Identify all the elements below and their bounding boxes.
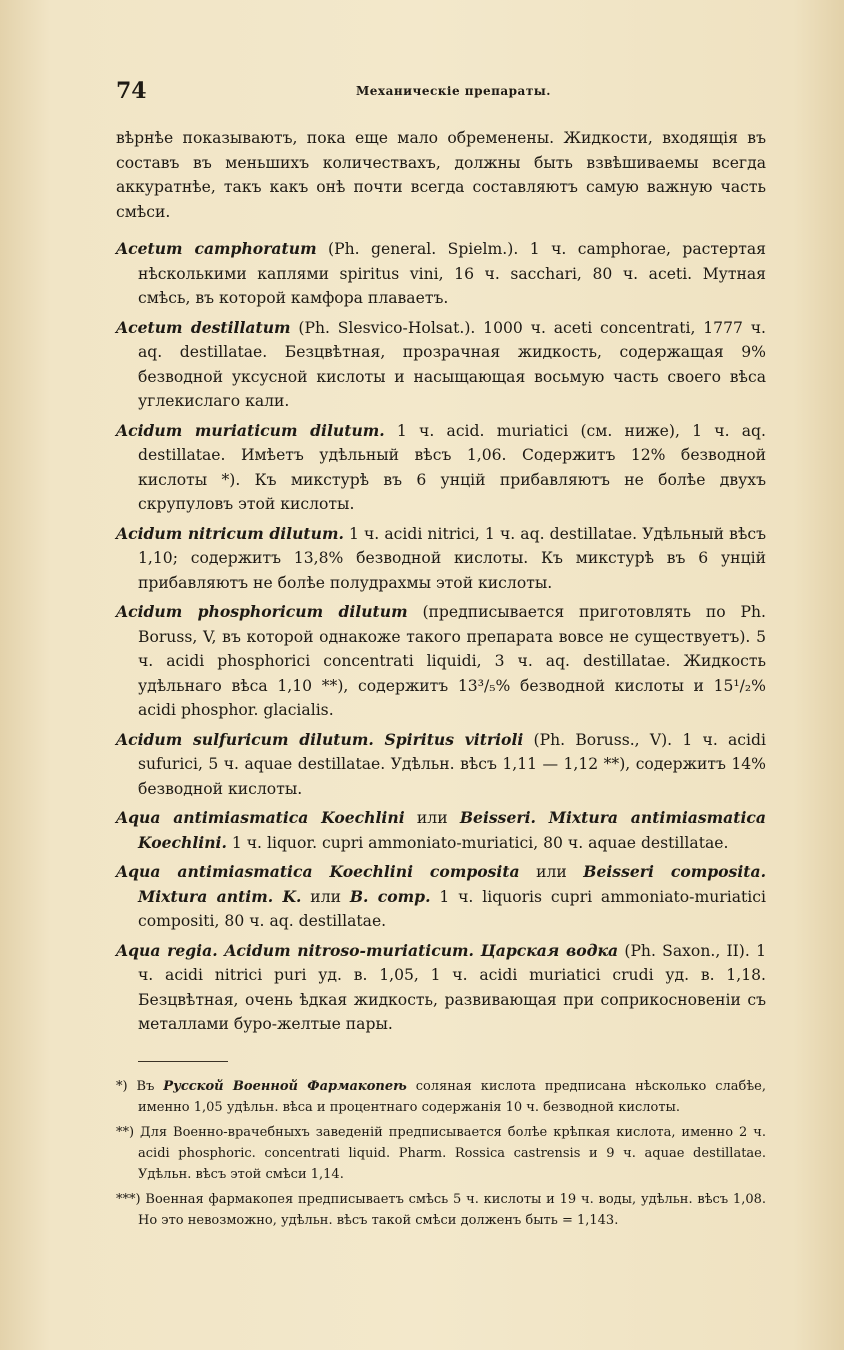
entry-term-alt: Beisseri. Mixtura antimiasmatica Koechlini.	[138, 808, 766, 852]
entry-term-alt: Beisseri composita. Mixtura antim. K.	[138, 862, 767, 906]
entry-term: Acidum phosphoricum dilutum	[116, 602, 408, 621]
entry-acidum-nitricum	[116, 522, 766, 596]
entry-text: (Ph. Saxon., II). 1 ч. acidi nitrici puri уд. в. 1,05, 1 ч. acidi muriatici crudi уд. в. 1,18. Безцвѣтная, очень ѣдкая жидкость, развивающая при соприкосновеніи съ металлами буро-желтые пары.	[138, 941, 766, 1033]
footnote-text: Военная фармакопея предписываетъ смѣсь 5 ч. кислоты и 19 ч. воды, удѣльн. вѣсъ 1,08. Но это невозможно, удѣльн. вѣсъ такой смѣси долженъ быть = 1,143.	[138, 1191, 766, 1228]
entry-term: Acetum camphoratum	[116, 239, 317, 258]
entry-acidum-phosphoricum	[116, 600, 766, 723]
entry-term: Acidum nitricum dilutum.	[116, 523, 344, 543]
intro-paragraph: вѣрнѣе показываютъ, пока еще мало обременены. Жидкости, входящія въ составъ въ меньшихъ количествахъ, должны быть взвѣшиваемы всегда аккуратнѣе, такъ какъ онѣ почти всегда составляютъ самую важную часть смѣси.	[116, 129, 766, 221]
running-head: Механическіе препараты.	[356, 84, 551, 98]
footnote-3	[116, 1189, 766, 1231]
entry-text: 1 ч. liquoris cupri ammoniato-muriatici compositi, 80 ч. aq. destillatae.	[138, 887, 766, 930]
entry-term: Acetum destillatum	[116, 317, 291, 337]
entry-text: (Ph. general. Spielm.). 1 ч. camphorae, растертая нѣсколькими каплями spiritus vini, 16 ч. sacchari, 80 ч. aceti. Мутная смѣсь, въ которой камфора плаваетъ.	[138, 240, 766, 307]
entry-connector: или	[404, 809, 460, 827]
footnote-divider	[138, 1061, 228, 1062]
entry-acidum-sulfuricum	[116, 728, 766, 802]
entry-term: Aqua antimiasmatica Koechlini	[116, 808, 405, 827]
footnote-2	[116, 1122, 766, 1185]
entry-acidum-muriaticum	[116, 419, 766, 517]
entry-acetum-destillatum	[116, 316, 766, 414]
entry-acetum-camphoratum	[116, 237, 766, 311]
footnote-mark: *)	[116, 1078, 128, 1094]
entry-text: (предписывается приготовлять по Ph. Boruss, V, въ которой однакоже такого препарата вовсе не существуетъ). 5 ч. acidi phosphorici concentrati liquidi, 3 ч. aq. destillatae. Жидкость удѣльнаго вѣса 1,10 **), содержитъ 13³/₅% безводной кислоты и 15¹/₂% acidi phosphor. glacialis.	[138, 603, 767, 719]
footnote-source: Русской Военной Фармакопеѣ	[163, 1078, 407, 1094]
entry-aqua-antimiasmatica-composita	[116, 860, 766, 934]
footnote-pre: Въ	[127, 1078, 164, 1094]
page-number: 74	[116, 78, 147, 104]
entry-term: Aqua antimiasmatica Koechlini composita	[116, 862, 520, 881]
entry-term: Acidum sulfuricum dilutum. Spiritus vitrioli	[116, 729, 524, 749]
footnote-mark: ***)	[116, 1191, 141, 1207]
entry-text: 1 ч. acidi nitrici, 1 ч. aq. destillatae. Удѣльный вѣсъ 1,10; содержитъ 13,8% безводной кислоты. Къ микстурѣ въ 6 унцій прибавляютъ не болѣе полудрахмы этой кислоты.	[138, 524, 767, 592]
entry-term: Aqua regia. Acidum nitroso-muriaticum. Царская водка	[116, 940, 619, 960]
entry-term: Acidum muriaticum dilutum.	[116, 420, 385, 440]
entry-aqua-regia	[116, 939, 766, 1037]
entry-text: 1 ч. liquor. cupri ammoniato-muriatici, 80 ч. aquae destillatae.	[226, 833, 729, 852]
entry-connector-2: или	[301, 887, 350, 906]
entry-term-abbr: B. comp.	[349, 886, 431, 906]
page-body	[116, 126, 766, 1235]
entry-aqua-antimiasmatica	[116, 806, 766, 855]
entry-connector: или	[519, 863, 584, 881]
footnote-text: Для Военно-врачебныхъ заведеній предписывается болѣе крѣпкая кислота, именно 2 ч. acidi phosphoric. concentrati liquid. Pharm. Rossica castrensis и 9 ч. aquae destillatae. Удѣльн. вѣсъ этой смѣси 1,14.	[134, 1124, 766, 1182]
footnote-text: соляная кислота предписана нѣсколько слабѣе, именно 1,05 удѣльн. вѣса и процентнаго содержанія 10 ч. безводной кислоты.	[138, 1078, 766, 1115]
footnote-mark: **)	[116, 1124, 135, 1140]
entry-text: (Ph. Slesvico-Holsat.). 1000 ч. aceti concentrati, 1777 ч. aq. destillatae. Безцвѣтная, прозрачная жидкость, содержащая 9% безводной уксусной кислоты и насыщающая восьмую часть своего вѣса углекислаго кали.	[138, 318, 766, 410]
entry-text: 1 ч. acid. muriatici (см. ниже), 1 ч. aq. destillatae. Имѣетъ удѣльный вѣсъ 1,06. Содержитъ 12% безводной кислоты *). Къ микстурѣ въ 6 унцій прибавляютъ не болѣе двухъ скрупуловъ этой кислоты.	[138, 421, 766, 513]
page-header	[116, 78, 766, 108]
footnote-1	[116, 1076, 766, 1118]
entry-text: (Ph. Boruss., V). 1 ч. acidi sufurici, 5 ч. aquae destillatae. Удѣльн. вѣсъ 1,11 — 1,12 **), содержитъ 14% безводной кислоты.	[138, 730, 767, 798]
